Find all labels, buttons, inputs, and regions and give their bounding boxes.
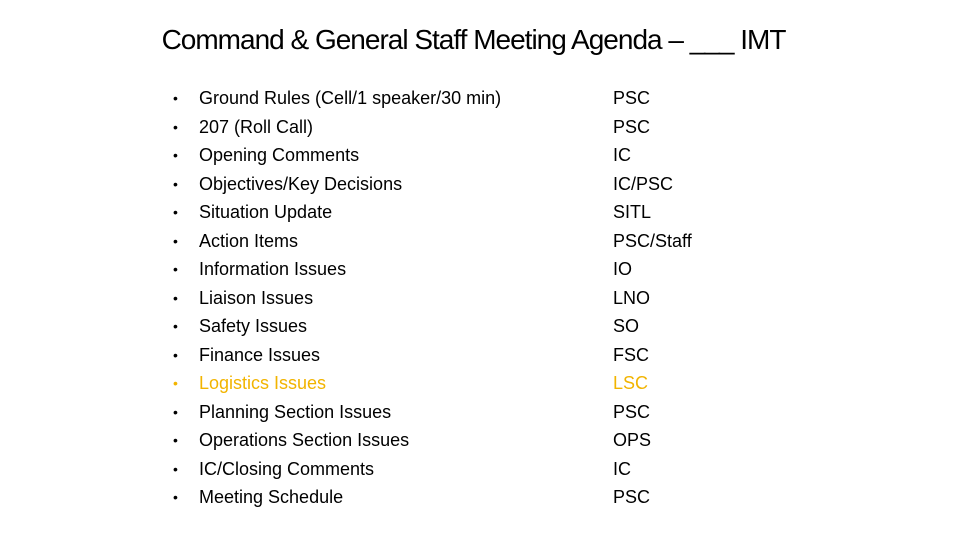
bullet-icon: • <box>173 118 178 135</box>
agenda-item: 207 (Roll Call) <box>199 116 314 137</box>
agenda-owner: IC/PSC <box>613 173 674 194</box>
agenda-owner: OPS <box>613 430 652 450</box>
bullet-icon: • <box>173 375 178 391</box>
agenda-owner: LNO <box>613 287 651 308</box>
agenda-owner: PSC <box>613 487 651 507</box>
agenda-owner: SITL <box>613 202 652 222</box>
bullet-icon: • <box>173 289 178 306</box>
agenda-owner: IC <box>613 145 631 165</box>
agenda-item: Action Items <box>199 230 299 251</box>
bullet-icon: • <box>173 90 178 106</box>
agenda-item: Planning Section Issues <box>199 401 392 422</box>
agenda-owner: IO <box>613 259 633 279</box>
agenda-item: Safety Issues <box>199 316 308 336</box>
agenda-item: Information Issues <box>199 259 347 279</box>
agenda-owner: PSC <box>613 401 651 422</box>
bullet-icon: • <box>173 318 178 334</box>
agenda-owner: FSC <box>613 344 649 365</box>
bullet-icon: • <box>173 346 178 363</box>
bullet-icon: • <box>173 403 178 420</box>
agenda-item: IC/Closing Comments <box>199 458 375 479</box>
bullet-icon: • <box>173 204 178 220</box>
agenda-owner: PSC <box>613 88 651 108</box>
agenda-item: Opening Comments <box>199 145 360 165</box>
bullet-icon: • <box>173 489 178 505</box>
agenda-item: Situation Update <box>199 202 333 222</box>
page-title: Command & General Staff Meeting Agenda – ___ IMT <box>161 24 786 55</box>
agenda-item: Ground Rules (Cell/1 speaker/30 min) <box>199 88 502 108</box>
agenda-owner: PSC <box>613 116 651 137</box>
agenda-item: Meeting Schedule <box>199 487 344 507</box>
bullet-icon: • <box>173 261 178 277</box>
agenda-item: Operations Section Issues <box>199 430 410 450</box>
agenda-item: Liaison Issues <box>199 287 314 308</box>
agenda-owner: SO <box>613 316 640 336</box>
agenda-item: Logistics Issues <box>199 373 327 393</box>
bullet-icon: • <box>173 232 178 249</box>
bullet-icon: • <box>173 460 178 477</box>
agenda-owner: LSC <box>613 373 649 393</box>
bullet-icon: • <box>173 147 178 163</box>
agenda-owner: IC <box>613 458 631 479</box>
agenda-item: Objectives/Key Decisions <box>199 173 403 194</box>
agenda-item: Finance Issues <box>199 344 321 365</box>
agenda-owner: PSC/Staff <box>613 230 692 251</box>
bullet-icon: • <box>173 175 178 192</box>
bullet-icon: • <box>173 432 178 448</box>
